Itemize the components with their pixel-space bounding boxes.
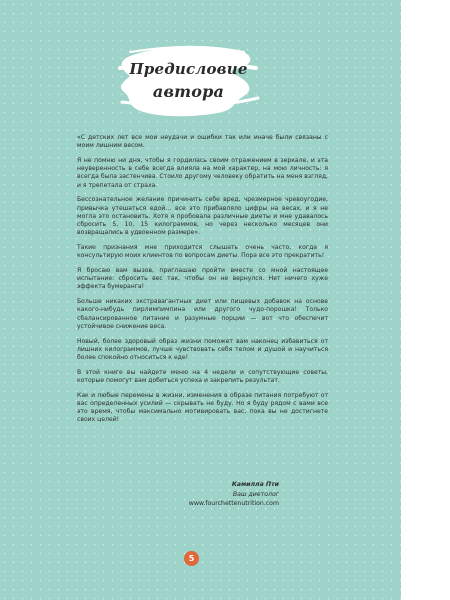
title-line-1: Предисловие [129,60,248,78]
body-text [77,134,328,431]
title-line-2: автора [152,82,225,101]
paragraph: «С детских лет все мои неудачи и ошибки так или иначе были связаны с моим лишним весом. [77,134,328,150]
title-banner [116,38,261,122]
paragraph: Я бросаю вам вызов, приглашаю пройти вместе со мной настоящее испытание: сбросить вес так, чтобы он не вернулся. Нет ничего хуже эффекта бумеранга! [77,267,328,291]
author-signature [189,480,279,509]
author-website: www.fourchettenutrition.com [188,500,279,508]
paragraph: Я не помню ни дня, чтобы я гордилась своим отражением в зеркале, и эта неуверенность в себе всегда влияла на мой характер, на мою личность: я всегда была застенчива. Стоило другому человеку обратить на меня взгляд, и я трепетала от страха. [77,157,328,189]
author-role: Ваш диетолог [232,490,279,498]
paragraph: Как и любые перемены в жизни, изменения в образе питания потребуют от вас определенных усилий — скрывать не буду. Но я буду рядом с вами все это время, чтобы максимально мотивировать вас, пока вы не достигнете своих целей! [77,391,328,424]
paragraph: Новый, более здоровый образ жизни поможет вам наконец избавиться от лишних килограммов, лучше чувствовать себя телом и душой и научиться более спокойно относиться к еде! [77,337,328,362]
page-number-badge: 5 [184,551,199,566]
paragraph: Больше никаких экстравагантных диет или пищевых добавок на основе какого-нибудь пирлимпимпина или другого чудо-порошка! Только сбалансированное питание и разумные порции — вот что обеспечит устойчивое снижение веса. [77,298,328,330]
paragraph: Такие признания мне приходится слышать очень часто, когда я консультирую моих клиентов по вопросам диеты. Пора все это прекратить! [77,244,328,260]
brush-stroke-background [116,38,261,122]
paragraph: Бессознательное желание причинить себе вред, чрезмерное чревоугодие, привычка утешаться едой… все это прибавляло цифры на весах, и я не могла это остановить. Хотя я пробовала различные диеты и мне удавалось сбросить 5, 10, 15 килограммов, но через несколько месяцев они возвращались в удвоенном размере». [77,196,328,237]
paragraph: В этой книге вы найдете меню на 4 недели и сопутствующие советы, которые помогут вам добиться успеха и закрепить результат. [77,368,328,385]
author-name: Камилла Пти [231,481,279,488]
